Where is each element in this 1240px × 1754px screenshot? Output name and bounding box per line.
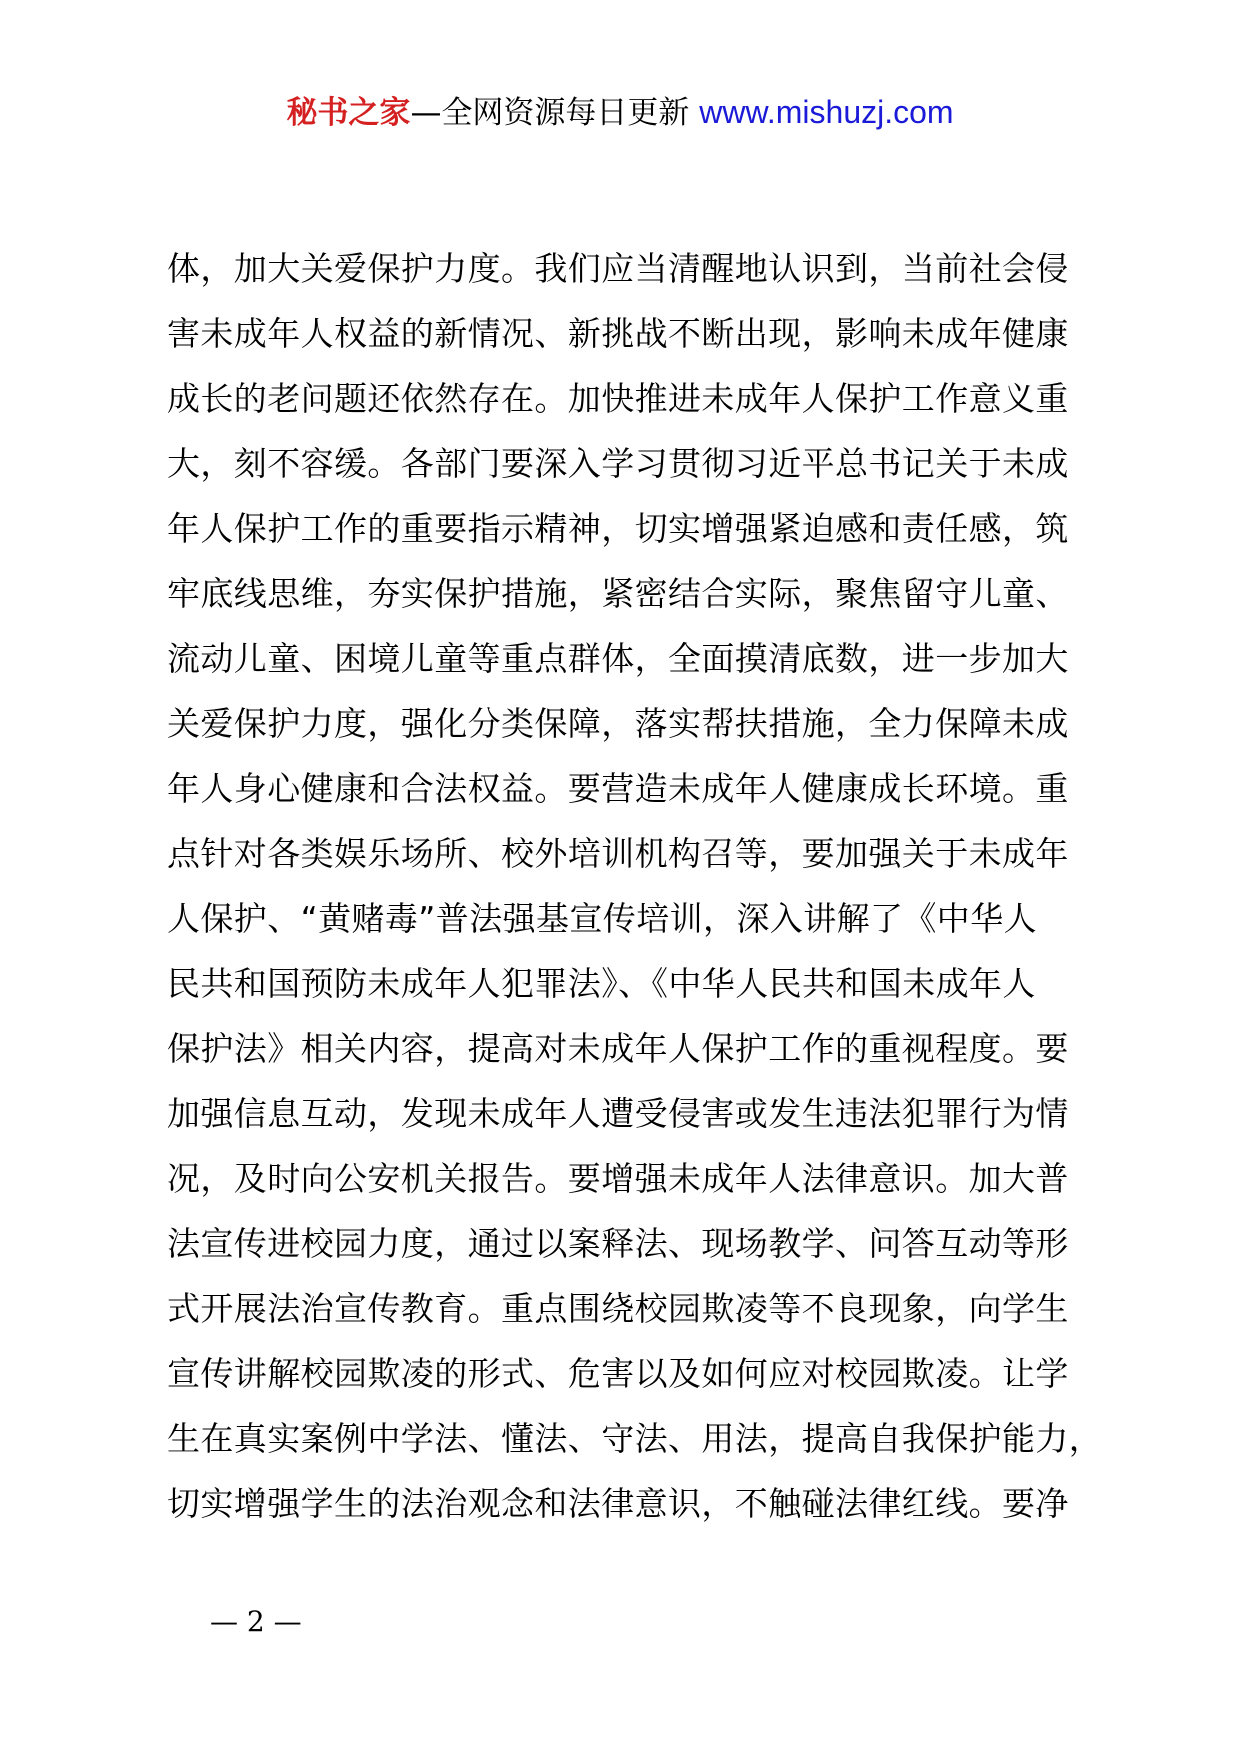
text-line: 保护法》相关内容，提高对未成年人保护工作的重视程度。要 bbox=[167, 1029, 1069, 1068]
text-line: 体，加大关爱保护力度。我们应当清醒地认识到，当前社会侵 bbox=[167, 249, 1069, 288]
site-header bbox=[0, 92, 1240, 133]
text-line: 年人保护工作的重要指示精神，切实增强紧迫感和责任感，筑 bbox=[167, 509, 1069, 548]
text-line: 法宣传进校园力度，通过以案释法、现场教学、问答互动等形 bbox=[167, 1224, 1069, 1263]
text-line: 宣传讲解校园欺凌的形式、危害以及如何应对校园欺凌。让学 bbox=[167, 1354, 1069, 1393]
text-line: 民共和国预防未成年人犯罪法》、《中华人民共和国未成年人 bbox=[167, 964, 1036, 1003]
text-line: 式开展法治宣传教育。重点围绕校园欺凌等不良现象，向学生 bbox=[167, 1289, 1069, 1328]
text-line: 况，及时向公安机关报告。要增强未成年人法律意识。加大普 bbox=[167, 1159, 1069, 1198]
page-number: — 2 — bbox=[210, 1605, 302, 1638]
text-line: 切实增强学生的法治观念和法律意识，不触碰法律红线。要净 bbox=[167, 1484, 1069, 1523]
text-line: 人保护、“黄赌毒”普法强基宣传培训，深入讲解了《中华人 bbox=[167, 899, 1037, 938]
text-line: 大，刻不容缓。各部门要深入学习贯彻习近平总书记关于未成 bbox=[167, 444, 1069, 483]
site-slogan: —全网资源每日更新 bbox=[410, 95, 700, 131]
text-line: 害未成年人权益的新情况、新挑战不断出现，影响未成年健康 bbox=[167, 314, 1069, 353]
text-line: 牢底线思维，夯实保护措施，紧密结合实际，聚焦留守儿童、 bbox=[167, 574, 1069, 613]
text-line: 加强信息互动，发现未成年人遭受侵害或发生违法犯罪行为情 bbox=[167, 1094, 1069, 1133]
text-line: 点针对各类娱乐场所、校外培训机构召等，要加强关于未成年 bbox=[167, 834, 1069, 873]
text-line: 关爱保护力度，强化分类保障，落实帮扶措施，全力保障未成 bbox=[167, 704, 1069, 743]
site-url-link[interactable]: www.mishuzj.com bbox=[699, 94, 954, 130]
text-line: 年人身心健康和合法权益。要营造未成年人健康成长环境。重 bbox=[167, 769, 1069, 808]
document-body bbox=[167, 236, 1111, 1536]
text-line: 成长的老问题还依然存在。加快推进未成年人保护工作意义重 bbox=[167, 379, 1069, 418]
text-line: 流动儿童、困境儿童等重点群体，全面摸清底数，进一步加大 bbox=[167, 639, 1069, 678]
site-brand: 秘书之家 bbox=[286, 95, 411, 131]
text-line: 生在真实案例中学法、懂法、守法、用法，提高自我保护能力， bbox=[167, 1419, 1103, 1458]
